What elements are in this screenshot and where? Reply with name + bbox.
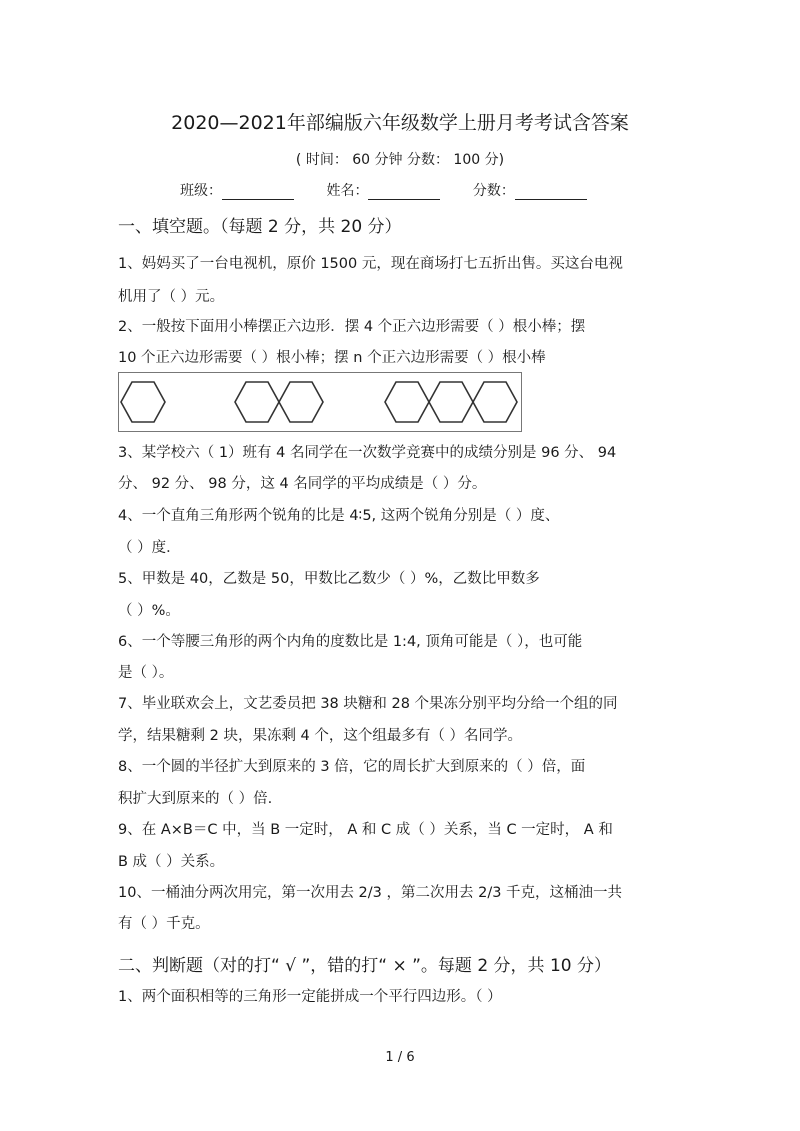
hexagon-shape <box>121 382 165 422</box>
hexagon-shape <box>235 382 279 422</box>
hexagon-shape <box>429 382 473 422</box>
question-line: B 成（ ）关系。 <box>118 854 225 870</box>
class-blank <box>222 185 294 200</box>
question-line: 10 个正六边形需要（ ）根小棒；摆 n 个正六边形需要（ ）根小棒 <box>118 350 546 366</box>
question-line: 学，结果糖剩 2 块，果冻剩 4 个，这个组最多有（ ）名同学。 <box>118 728 522 744</box>
section-1-title: 一、填空题。（每题 2 分，共 20 分） <box>118 217 402 237</box>
question-line: 3、某学校六（ 1）班有 4 名同学在一次数学竞赛中的成绩分别是 96 分、 94 <box>118 445 617 461</box>
question-line: 1、妈妈买了一台电视机，原价 1500 元，现在商场打七五折出售。买这台电视 <box>118 256 623 272</box>
page-number: 1 / 6 <box>385 1050 415 1065</box>
question-line: 有（ ）千克。 <box>118 916 210 932</box>
exam-info: ( 时间： 60 分钟 分数： 100 分) <box>295 152 505 168</box>
question-line: （ ）%。 <box>118 603 180 619</box>
question-line: 6、一个等腰三角形的两个内角的度数比是 1:4, 顶角可能是（ ），也可能 <box>118 634 583 650</box>
question-line: 4、一个直角三角形两个锐角的比是 4∶5, 这两个锐角分别是（ ）度、 <box>118 508 560 524</box>
score-label: 分数： <box>472 183 515 199</box>
hexagon-diagram <box>119 373 521 431</box>
hexagon-shape <box>385 382 429 422</box>
question-line: 2、一般按下面用小棒摆正六边形．摆 4 个正六边形需要（ ）根小棒；摆 <box>118 319 586 335</box>
question-line: 1、两个面积相等的三角形一定能拼成一个平行四边形。（ ） <box>118 989 502 1005</box>
question-line: 10、一桶油分两次用完，第一次用去 2/3 ，第二次用去 2/3 千克，这桶油一共 <box>118 885 623 901</box>
name-blank <box>368 185 440 200</box>
section-2-title: 二、判断题（对的打“ √ ”，错的打“ × ”。每题 2 分，共 10 分） <box>118 956 611 976</box>
question-line: 9、在 A×B＝C 中，当 B 一定时， A 和 C 成（ ）关系，当 C 一定时， A 和 <box>118 822 613 838</box>
question-line: 机用了（ ）元。 <box>118 289 225 305</box>
hexagon-shape <box>279 382 323 422</box>
class-label: 班级： <box>180 183 222 199</box>
hexagon-shape <box>473 382 517 422</box>
question-line: 是（ ）。 <box>118 665 174 681</box>
question-line: 分、 92 分、 98 分，这 4 名同学的平均成绩是（ ）分。 <box>118 476 487 492</box>
question-line: 5、甲数是 40，乙数是 50，甲数比乙数少（ ）%，乙数比甲数多 <box>118 571 540 587</box>
question-line: （ ）度． <box>118 540 181 556</box>
question-line: 积扩大到原来的（ ）倍. <box>118 791 273 807</box>
question-line: 7、毕业联欢会上，文艺委员把 38 块糖和 28 个果冻分别平均分给一个组的同 <box>118 696 618 712</box>
name-label: 姓名： <box>326 183 369 199</box>
student-info-fields <box>180 180 615 200</box>
hexagon-figure <box>118 372 522 432</box>
score-blank <box>515 185 587 200</box>
question-line: 8、一个圆的半径扩大到原来的 3 倍，它的周长扩大到原来的（ ）倍，面 <box>118 759 586 775</box>
page-title: 2020—2021年部编版六年级数学上册月考考试含答案 <box>171 112 629 134</box>
